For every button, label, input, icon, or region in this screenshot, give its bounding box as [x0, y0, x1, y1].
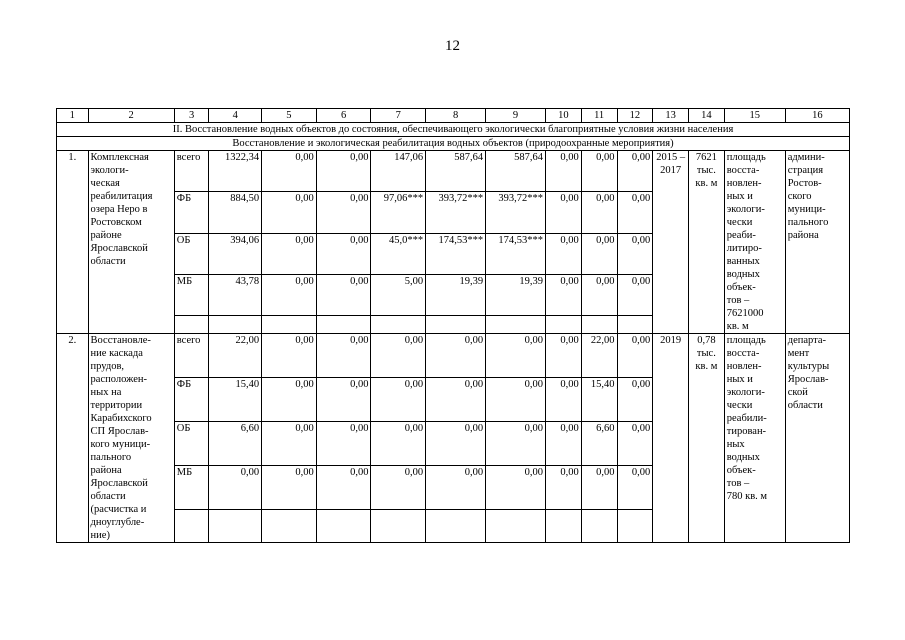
text-line: области: [90, 491, 126, 502]
text-line: ванных: [726, 256, 760, 267]
text-line: реабилитация: [90, 191, 153, 202]
text-line: Ростов-: [787, 178, 822, 189]
funding-source: ФБ: [174, 378, 209, 422]
amount-cell: 0,00: [617, 274, 653, 315]
amount-cell: 0,00: [486, 378, 546, 422]
text-line: тирован-: [726, 426, 767, 437]
amount-cell: 174,53***: [486, 233, 546, 274]
text-line: кв. м: [695, 361, 718, 372]
column-number: 10: [546, 109, 582, 123]
column-number: 5: [262, 109, 317, 123]
amount-cell: 0,00: [316, 334, 371, 378]
text-line: 2017: [660, 165, 682, 176]
text-line: админи-: [787, 152, 825, 163]
amount-cell: 0,00: [262, 422, 317, 466]
text-line: озера Неро в: [90, 204, 148, 215]
amount-cell: 0,00: [316, 378, 371, 422]
amount-cell: 43,78: [209, 274, 262, 315]
empty-cell: [617, 316, 653, 334]
row-number-text: 1.: [68, 152, 77, 163]
result-indicator: [724, 151, 785, 334]
amount-cell: 0,00: [262, 334, 317, 378]
amount-cell: 0,00: [316, 192, 371, 233]
text-line: района: [90, 465, 122, 476]
funding-source: всего: [174, 334, 209, 378]
column-number: 9: [486, 109, 546, 123]
implementation-period: [653, 151, 689, 334]
text-line: тов –: [726, 478, 750, 489]
result-indicator: [724, 334, 785, 543]
amount-cell: 19,39: [486, 274, 546, 315]
subsection-row: [57, 137, 850, 151]
page-number: 12: [445, 38, 460, 54]
text-line: ных: [726, 439, 745, 450]
text-line: восста-: [726, 165, 760, 176]
text-line: области: [90, 256, 126, 267]
amount-cell: 0,00: [262, 274, 317, 315]
amount-cell: 22,00: [581, 334, 617, 378]
amount-cell: 0,00: [426, 466, 486, 510]
amount-cell: 15,40: [209, 378, 262, 422]
amount-cell: 0,00: [546, 378, 582, 422]
amount-cell: 0,00: [426, 334, 486, 378]
text-line: района: [787, 230, 819, 241]
text-line: Восстановле-: [90, 335, 151, 346]
column-number: 7: [371, 109, 426, 123]
text-line: Ярославской: [90, 243, 148, 254]
amount-cell: 0,00: [581, 466, 617, 510]
amount-cell: 0,00: [581, 233, 617, 274]
amount-cell: 0,00: [316, 422, 371, 466]
amount-cell: 19,39: [426, 274, 486, 315]
funding-source: всего: [174, 151, 209, 192]
text-line: области: [787, 400, 823, 411]
text-line: новлен-: [726, 361, 762, 372]
text-line: тыс.: [696, 165, 716, 176]
text-line: ных на: [90, 387, 122, 398]
amount-cell: 0,00: [426, 422, 486, 466]
amount-cell: 0,00: [581, 151, 617, 192]
amount-cell: 0,00: [262, 192, 317, 233]
text-line: ского: [787, 191, 812, 202]
empty-cell: [426, 510, 486, 543]
measure-name: [88, 151, 174, 334]
amount-cell: 393,72***: [486, 192, 546, 233]
text-line: страция: [787, 165, 824, 176]
text-line: культуры: [787, 361, 830, 372]
amount-cell: 22,00: [209, 334, 262, 378]
text-line: чески: [726, 400, 753, 411]
text-line: 2019: [660, 335, 682, 346]
amount-cell: 147,06: [371, 151, 426, 192]
empty-cell: [581, 316, 617, 334]
amount-cell: 0,00: [486, 466, 546, 510]
text-line: Карабихского: [90, 413, 152, 424]
target-value: [689, 151, 725, 334]
text-line: Ростовском: [90, 217, 142, 228]
text-line: 7621000: [726, 308, 764, 319]
amount-cell: 0,00: [316, 233, 371, 274]
text-line: мент: [787, 348, 810, 359]
amount-cell: 0,00: [371, 378, 426, 422]
text-line: 7621: [695, 152, 717, 163]
text-line: 780 кв. м: [726, 491, 768, 502]
amount-cell: 587,64: [426, 151, 486, 192]
empty-cell: [546, 316, 582, 334]
source-row: [57, 334, 850, 378]
source-row: [57, 151, 850, 192]
text-line: пального: [90, 452, 132, 463]
text-line: департа-: [787, 335, 827, 346]
text-line: тов –: [726, 295, 750, 306]
empty-cell: [174, 510, 209, 543]
amount-cell: 0,00: [617, 233, 653, 274]
empty-cell: [486, 316, 546, 334]
text-line: территории: [90, 400, 143, 411]
empty-cell: [209, 510, 262, 543]
amount-cell: 0,00: [546, 274, 582, 315]
measure-name: [88, 334, 174, 543]
amount-cell: 0,00: [617, 151, 653, 192]
amount-cell: 6,60: [581, 422, 617, 466]
column-number: 4: [209, 109, 262, 123]
text-line: реаби-: [726, 230, 756, 241]
text-line: 2015 –: [656, 152, 686, 163]
text-line: ние каскада: [90, 348, 143, 359]
amount-cell: 0,00: [316, 274, 371, 315]
amount-cell: 394,06: [209, 233, 262, 274]
amount-cell: 0,00: [371, 334, 426, 378]
amount-cell: 0,00: [486, 422, 546, 466]
text-line: ческая: [90, 178, 120, 189]
amount-cell: 0,00: [546, 192, 582, 233]
amount-cell: 0,00: [581, 192, 617, 233]
text-line: прудов,: [90, 361, 125, 372]
text-line: пального: [787, 217, 829, 228]
text-line: экологи-: [726, 387, 765, 398]
amount-cell: 0,00: [546, 334, 582, 378]
column-number: 15: [724, 109, 785, 123]
amount-cell: 6,60: [209, 422, 262, 466]
text-line: (расчистка и: [90, 504, 147, 515]
column-number: 8: [426, 109, 486, 123]
amount-cell: 0,00: [209, 466, 262, 510]
implementation-period: [653, 334, 689, 543]
amount-cell: 45,0***: [371, 233, 426, 274]
column-number: 13: [653, 109, 689, 123]
amount-cell: 0,00: [617, 466, 653, 510]
empty-cell: [371, 316, 426, 334]
text-line: экологи-: [726, 204, 765, 215]
funding-source: МБ: [174, 466, 209, 510]
text-line: чески: [726, 217, 753, 228]
column-number: 1: [57, 109, 89, 123]
row-number: [57, 334, 89, 543]
text-line: ской: [787, 387, 808, 398]
funding-source: МБ: [174, 274, 209, 315]
row-number: [57, 151, 89, 334]
empty-cell: [581, 510, 617, 543]
amount-cell: 0,00: [546, 466, 582, 510]
funding-source: ФБ: [174, 192, 209, 233]
amount-cell: 174,53***: [426, 233, 486, 274]
text-line: литиро-: [726, 243, 762, 254]
text-line: кв. м: [695, 178, 718, 189]
row-number-text: 2.: [68, 335, 77, 346]
amount-cell: 0,00: [371, 466, 426, 510]
amount-cell: 0,00: [546, 151, 582, 192]
amount-cell: 15,40: [581, 378, 617, 422]
empty-cell: [371, 510, 426, 543]
text-line: ных и: [726, 374, 753, 385]
amount-cell: 0,00: [262, 233, 317, 274]
subsection-title: Восстановление и экологическая реабилитация водных объектов (природоохранные мероприятия): [57, 137, 850, 151]
amount-cell: 97,06***: [371, 192, 426, 233]
section-row: [57, 123, 850, 137]
text-line: 0,78: [697, 335, 716, 346]
amount-cell: 0,00: [262, 378, 317, 422]
column-number: 2: [88, 109, 174, 123]
amount-cell: 0,00: [316, 466, 371, 510]
amount-cell: 0,00: [262, 466, 317, 510]
amount-cell: 0,00: [581, 274, 617, 315]
text-line: Ярослав-: [787, 374, 829, 385]
text-line: реабили-: [726, 413, 767, 424]
empty-cell: [209, 316, 262, 334]
text-line: дноуглубле-: [90, 517, 145, 528]
text-line: объек-: [726, 282, 756, 293]
amount-cell: 0,00: [371, 422, 426, 466]
text-line: водных: [726, 269, 760, 280]
empty-cell: [174, 316, 209, 334]
amount-cell: 0,00: [262, 151, 317, 192]
text-line: муници-: [787, 204, 826, 215]
amount-cell: 0,00: [546, 422, 582, 466]
column-number-row: [57, 109, 850, 123]
text-line: экологи-: [90, 165, 129, 176]
amount-cell: 0,00: [617, 422, 653, 466]
amount-cell: 587,64: [486, 151, 546, 192]
text-line: водных: [726, 452, 760, 463]
amount-cell: 0,00: [617, 192, 653, 233]
amount-cell: 5,00: [371, 274, 426, 315]
empty-cell: [316, 510, 371, 543]
target-value: [689, 334, 725, 543]
text-line: кого муници-: [90, 439, 151, 450]
executor: [785, 151, 849, 334]
funding-source: ОБ: [174, 233, 209, 274]
text-line: СП Ярослав-: [90, 426, 149, 437]
amount-cell: 0,00: [316, 151, 371, 192]
empty-cell: [262, 316, 317, 334]
column-number: 12: [617, 109, 653, 123]
text-line: восста-: [726, 348, 760, 359]
text-line: расположен-: [90, 374, 147, 385]
text-line: ных и: [726, 191, 753, 202]
empty-cell: [617, 510, 653, 543]
text-line: Комплексная: [90, 152, 149, 163]
amount-cell: 393,72***: [426, 192, 486, 233]
empty-cell: [426, 316, 486, 334]
empty-cell: [546, 510, 582, 543]
text-line: ние): [90, 530, 110, 541]
text-line: тыс.: [696, 348, 716, 359]
text-line: Ярославской: [90, 478, 148, 489]
empty-cell: [316, 316, 371, 334]
column-number: 14: [689, 109, 725, 123]
measures-table: [56, 108, 850, 543]
text-line: площадь: [726, 152, 766, 163]
column-number: 11: [581, 109, 617, 123]
empty-cell: [262, 510, 317, 543]
empty-cell: [486, 510, 546, 543]
column-number: 3: [174, 109, 209, 123]
text-line: объек-: [726, 465, 756, 476]
funding-source: ОБ: [174, 422, 209, 466]
section-title: II. Восстановление водных объектов до состояния, обеспечивающего экологически благоприятные условия жизни населения: [57, 123, 850, 137]
executor: [785, 334, 849, 543]
text-line: кв. м: [726, 321, 749, 332]
amount-cell: 0,00: [426, 378, 486, 422]
amount-cell: 1322,34: [209, 151, 262, 192]
text-line: районе: [90, 230, 122, 241]
column-number: 16: [785, 109, 849, 123]
amount-cell: 884,50: [209, 192, 262, 233]
text-line: новлен-: [726, 178, 762, 189]
amount-cell: 0,00: [486, 334, 546, 378]
amount-cell: 0,00: [617, 334, 653, 378]
column-number: 6: [316, 109, 371, 123]
amount-cell: 0,00: [546, 233, 582, 274]
amount-cell: 0,00: [617, 378, 653, 422]
text-line: площадь: [726, 335, 766, 346]
